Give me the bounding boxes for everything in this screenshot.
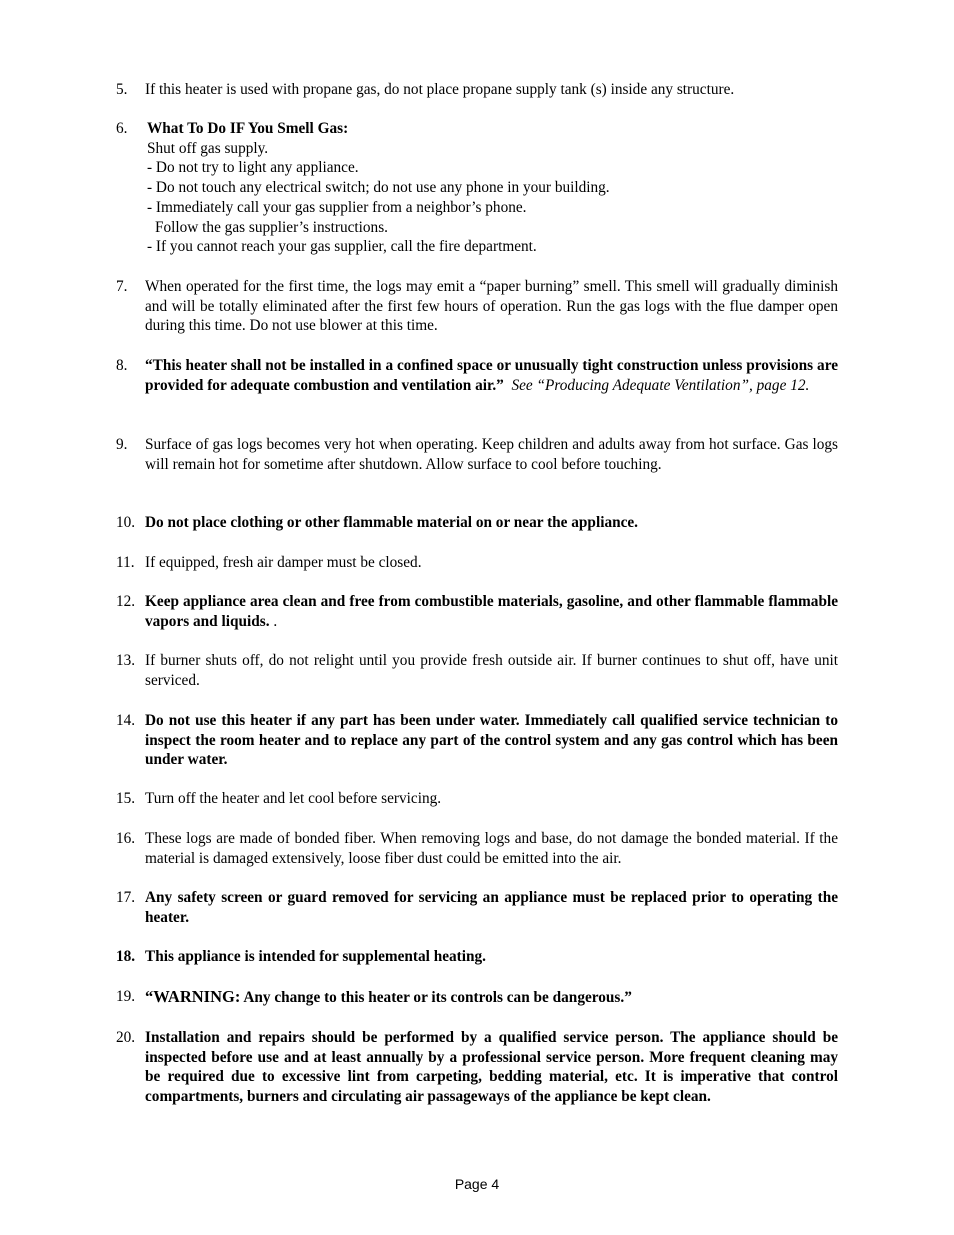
item-number: 20. bbox=[116, 1029, 136, 1046]
list-item-10 bbox=[116, 513, 838, 533]
item-line: Follow the gas supplier’s instructions. bbox=[155, 218, 388, 236]
item-number: 14. bbox=[116, 712, 136, 729]
item-text: If this heater is used with propane gas, do not place propane supply tank (s) inside any structure. bbox=[145, 81, 735, 98]
item-text: If burner shuts off, do not relight until you provide fresh outside air. If burner continues to shut off, have unit serviced. bbox=[145, 652, 838, 689]
item-heading: What To Do IF You Smell Gas: bbox=[147, 120, 349, 137]
item-bold-text: Any change to this heater or its controls can be dangerous.” bbox=[240, 989, 632, 1006]
item-number: 9. bbox=[116, 436, 128, 453]
item-number: 18. bbox=[116, 948, 136, 965]
list-item-13 bbox=[116, 651, 838, 690]
item-line: - Immediately call your gas supplier from a neighbor’s phone. bbox=[147, 198, 527, 216]
item-line: Shut off gas supply. bbox=[147, 139, 269, 157]
list-item-20 bbox=[116, 1028, 838, 1107]
list-item-9 bbox=[116, 435, 838, 474]
item-bold-text: Keep appliance area clean and free from combustible materials, gasoline, and other flammable flammable vapors and liquids. bbox=[145, 593, 838, 630]
list-item-7 bbox=[116, 277, 838, 336]
list-item-5 bbox=[116, 80, 838, 100]
item-text: These logs are made of bonded fiber. When removing logs and base, do not damage the bonded material. If the material is damaged extensively, loose fiber dust could be emitted into the air. bbox=[145, 830, 838, 867]
list-item-14 bbox=[116, 711, 838, 770]
list-item-6 bbox=[116, 119, 838, 257]
item-tail: . bbox=[269, 612, 278, 630]
item-number: 15. bbox=[116, 790, 136, 807]
item-number: 10. bbox=[116, 514, 136, 531]
item-bold-text: Installation and repairs should be performed by a qualified service person. The appliance should be inspected before use and at least annually by a professional service person. More frequent cleaning may be required due to excessive lint from carpeting, bedding material, etc. It is imperative that control compartments, burners and circulating air passageways of the appliance be kept clean. bbox=[145, 1029, 838, 1106]
item-number: 7. bbox=[116, 278, 128, 295]
item-number: 17. bbox=[116, 889, 136, 906]
list-item-11 bbox=[116, 553, 838, 573]
list-item-19 bbox=[116, 987, 838, 1008]
item-number: 8. bbox=[116, 357, 128, 374]
list-item-18 bbox=[116, 947, 838, 967]
item-number: 19. bbox=[116, 988, 136, 1005]
item-number: 12. bbox=[116, 593, 136, 610]
list-item-8 bbox=[116, 356, 838, 395]
item-text: If equipped, fresh air damper must be closed. bbox=[145, 554, 422, 571]
list-item-12 bbox=[116, 592, 838, 631]
item-number: 13. bbox=[116, 652, 136, 669]
list-item-17 bbox=[116, 888, 838, 927]
item-text: Surface of gas logs becomes very hot when operating. Keep children and adults away from hot surface. Gas logs will remain hot for sometime after shutdown. Allow surface to cool before touching. bbox=[145, 436, 838, 473]
list-item-16 bbox=[116, 829, 838, 868]
item-text: When operated for the first time, the logs may emit a “paper burning” smell. This smell will gradually diminish and will be totally eliminated after the first few hours of operation. Run the gas logs with the flue damper open during this time. Do not use blower at this time. bbox=[145, 278, 838, 335]
item-number: 16. bbox=[116, 830, 136, 847]
item-bold-text: “This heater shall not be installed in a confined space or unusually tight construction unless provisions are provided for adequate combustion and ventilation air.” bbox=[145, 357, 838, 394]
warning-label: “WARNING: bbox=[145, 987, 241, 1006]
item-bold-text: Any safety screen or guard removed for servicing an appliance must be replaced prior to operating the heater. bbox=[145, 889, 838, 926]
item-bold-text: Do not use this heater if any part has been under water. Immediately call qualified service technician to inspect the room heater and to replace any part of the control system and any gas control which has been under water. bbox=[145, 712, 838, 769]
item-line: - If you cannot reach your gas supplier, call the fire department. bbox=[147, 238, 537, 256]
item-cross-reference: See “Producing Adequate Ventilation”, page 12. bbox=[511, 376, 810, 394]
item-number: 6. bbox=[116, 120, 128, 137]
item-text: Turn off the heater and let cool before servicing. bbox=[145, 790, 442, 807]
item-number: 5. bbox=[116, 81, 128, 98]
item-line: - Do not touch any electrical switch; do not use any phone in your building. bbox=[147, 179, 610, 197]
item-line: - Do not try to light any appliance. bbox=[147, 159, 359, 177]
item-bold-text: Do not place clothing or other flammable material on or near the appliance. bbox=[145, 514, 639, 531]
item-bold-text: This appliance is intended for supplemental heating. bbox=[145, 948, 486, 965]
list-item-15 bbox=[116, 789, 838, 809]
page-number: Page 4 bbox=[454, 1176, 500, 1192]
item-number: 11. bbox=[116, 554, 135, 571]
